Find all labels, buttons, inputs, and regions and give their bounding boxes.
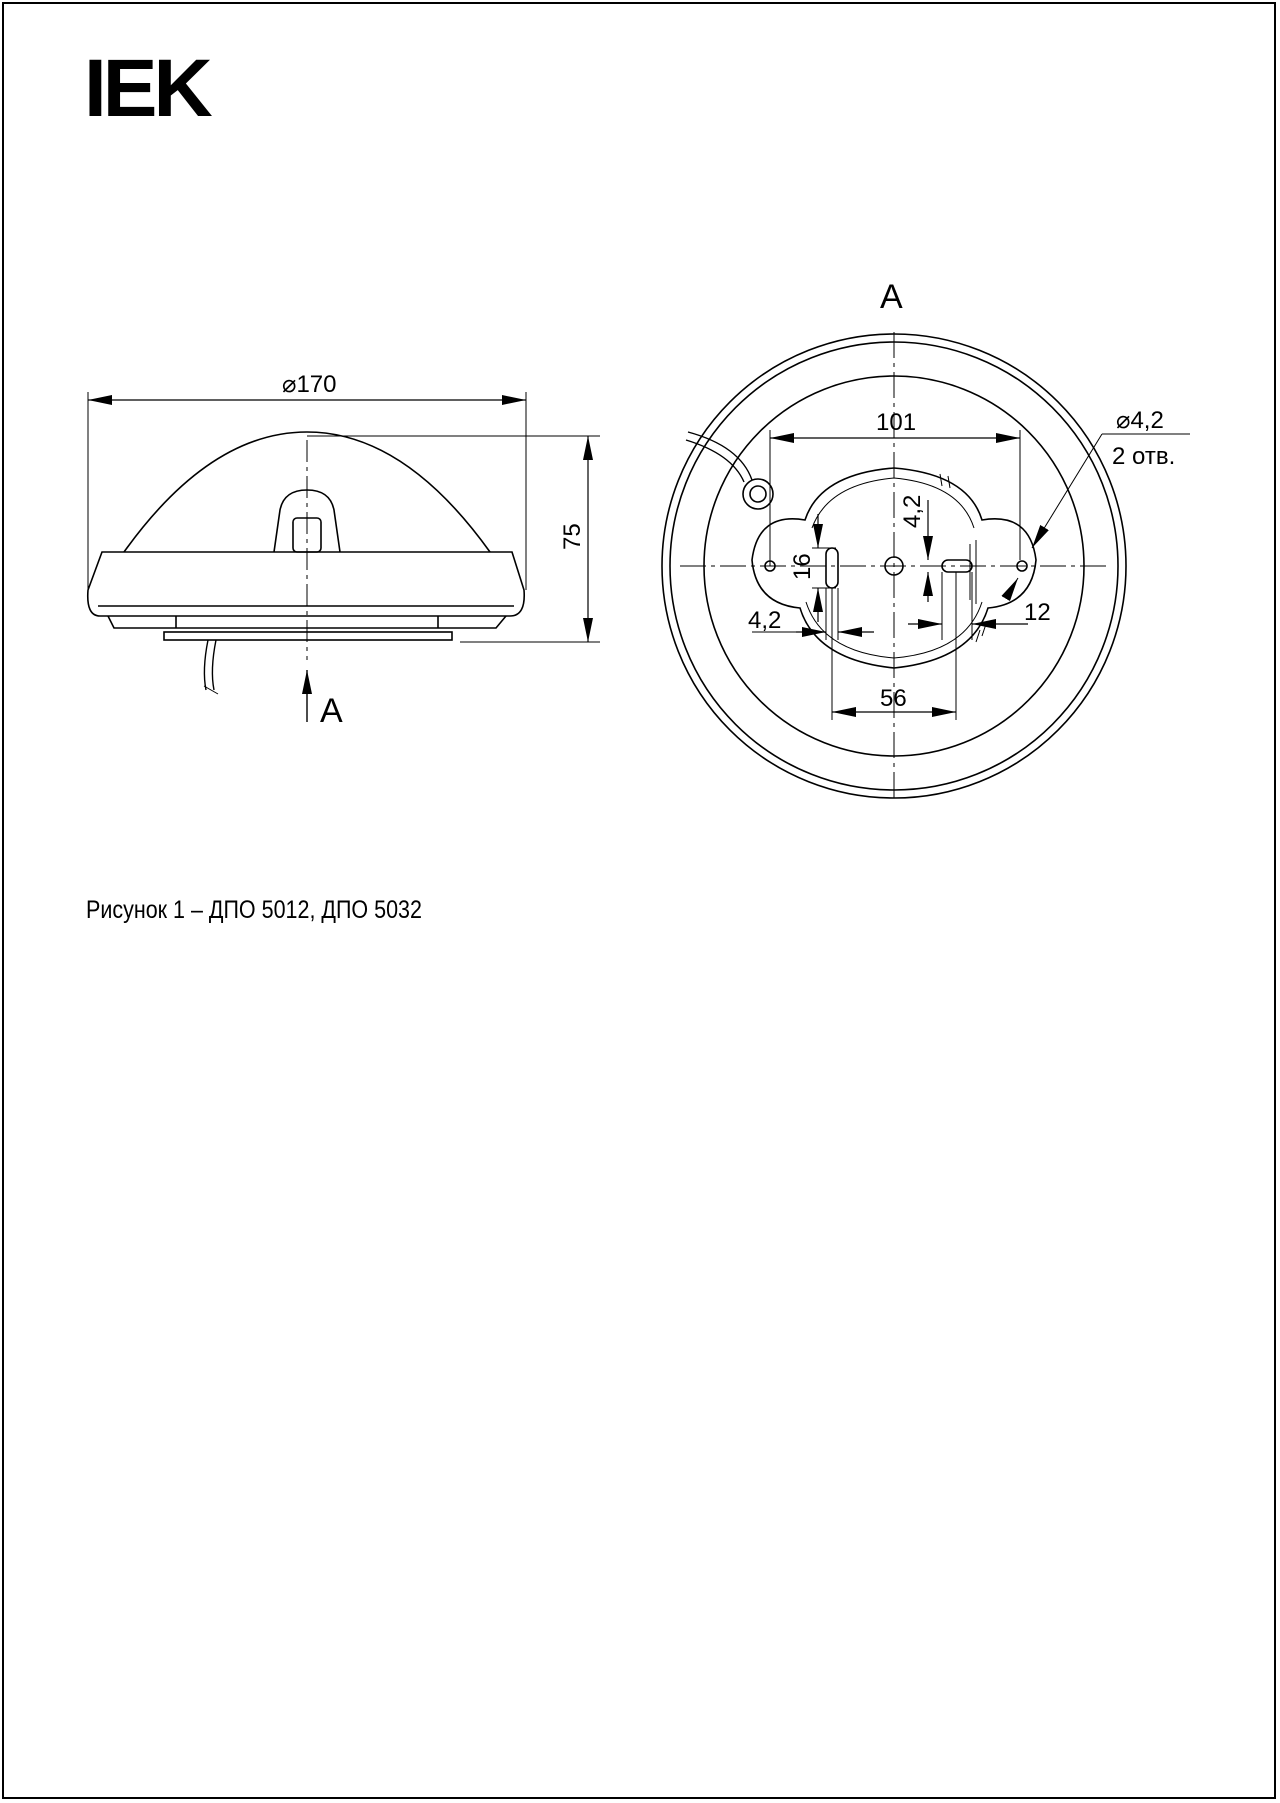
dim-56-label: 56 [880,685,907,712]
dim-16-label: 16 [789,553,816,580]
view-a-title: A [880,278,903,316]
iek-logo: IEK [84,43,209,134]
figure-caption: Рисунок 1 – ДПО 5012, ДПО 5032 [86,896,422,924]
height-75-label: 75 [559,523,586,550]
view-a-arrow-label: A [320,692,343,730]
side-view [88,392,600,722]
dim-101-label: 101 [876,409,917,436]
dim-4-2-horizontal-label: 4,2 [748,607,782,634]
view-a-cable [688,432,752,480]
dim-12-label: 12 [1024,599,1051,626]
cable-gland [743,479,773,509]
hole-diameter-label: ⌀4,2 [1116,407,1164,434]
slot-left [826,548,838,588]
cable [212,640,216,690]
view-a [662,332,1190,800]
mounting-plate [164,632,452,640]
diameter-170-label: ⌀170 [282,371,337,398]
hole-count-label: 2 отв. [1112,443,1176,470]
dim-4-2-vertical-label: 4,2 [899,494,926,528]
